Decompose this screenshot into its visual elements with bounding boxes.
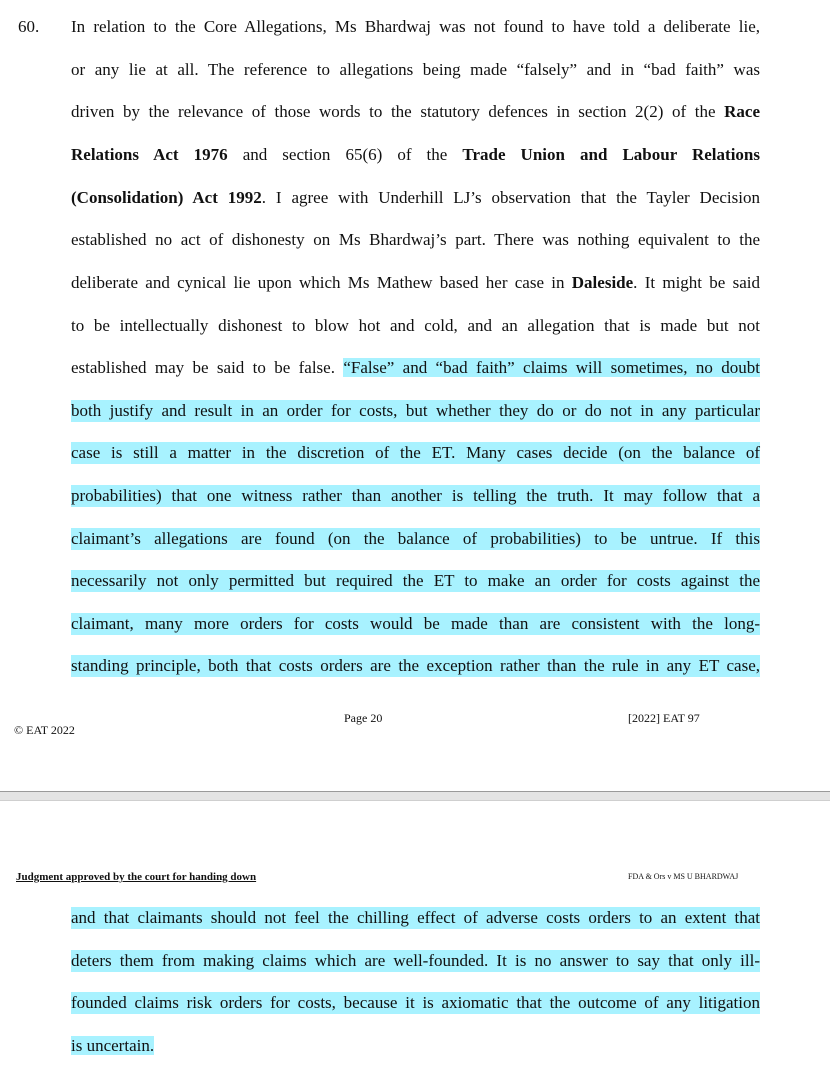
highlighted-line bbox=[71, 655, 760, 677]
paragraph-line bbox=[71, 272, 760, 294]
statute-name: Race bbox=[724, 102, 760, 121]
highlighted-line bbox=[71, 570, 760, 592]
paragraph-line bbox=[71, 315, 760, 337]
highlighted-line bbox=[71, 528, 760, 550]
paragraph-line bbox=[71, 357, 760, 379]
paragraph-number: 60. bbox=[18, 17, 40, 36]
page-divider bbox=[0, 791, 830, 801]
paragraph-line bbox=[71, 101, 760, 123]
text-run: both justify and result in an order for costs, but whether they do or do not in any particular bbox=[71, 401, 760, 420]
highlighted-line bbox=[71, 907, 760, 929]
case-name: Daleside bbox=[571, 273, 634, 292]
text-run: . I agree with Underhill LJ’s observation that the Tayler Decision bbox=[261, 188, 760, 207]
text-run: or any lie at all. The reference to allegations being made “falsely” and in “bad faith” was bbox=[71, 60, 760, 79]
page-header-left: Judgment approved by the court for handing down bbox=[16, 871, 257, 883]
text-run: established no act of dishonesty on Ms Bhardwaj’s part. There was nothing equivalent to the bbox=[71, 230, 760, 249]
text-run: case is still a matter in the discretion of the ET. Many cases decide (on the balance of bbox=[71, 443, 760, 462]
text-run: to be intellectually dishonest to blow hot and cold, and an allegation that is made but not bbox=[71, 316, 760, 335]
text-run: deters them from making claims which are well-founded. It is no answer to say that only ill- bbox=[71, 951, 760, 970]
paragraph-line bbox=[71, 187, 760, 209]
text-run: and that claimants should not feel the chilling effect of adverse costs orders to an extent that bbox=[71, 908, 760, 927]
text-run: claimant, many more orders for costs would be made than are consistent with the long- bbox=[71, 614, 760, 633]
highlighted-text: is uncertain. bbox=[71, 1036, 155, 1055]
text-run: In relation to the Core Allegations, Ms Bhardwaj was not found to have told a deliberate lie, bbox=[71, 17, 760, 36]
text-run: established may be said to be false. bbox=[71, 358, 344, 377]
text-run: . It might be said bbox=[633, 273, 760, 292]
highlighted-line bbox=[71, 485, 760, 507]
paragraph-line bbox=[71, 229, 760, 251]
highlighted-line bbox=[71, 1035, 154, 1057]
text-run: probabilities) that one witness rather than another is telling the truth. It may follow that a bbox=[71, 486, 760, 505]
statute-name: (Consolidation) Act 1992 bbox=[71, 188, 262, 207]
highlighted-line bbox=[71, 992, 760, 1014]
highlighted-line bbox=[71, 950, 760, 972]
statute-name: Trade Union and Labour Relations bbox=[462, 145, 760, 164]
page-header-right: FDA & Ors v MS U BHARDWAJ bbox=[628, 872, 739, 881]
highlighted-text: “False” and “bad faith” claims will sometimes, no doubt bbox=[343, 358, 760, 377]
footer-copyright: © EAT 2022 bbox=[14, 723, 75, 737]
highlighted-line bbox=[71, 442, 760, 464]
footer-page-number: Page 20 bbox=[344, 711, 383, 725]
highlighted-line bbox=[71, 613, 760, 635]
paragraph-line bbox=[71, 59, 760, 81]
paragraph-line bbox=[71, 16, 760, 38]
text-run: claimant’s allegations are found (on the balance of probabilities) to be untrue. If this bbox=[71, 529, 760, 548]
text-run: necessarily not only permitted but required the ET to make an order for costs against the bbox=[71, 571, 760, 590]
text-run: founded claims risk orders for costs, because it is axiomatic that the outcome of any litigation bbox=[71, 993, 760, 1012]
statute-name: Relations Act 1976 bbox=[71, 145, 228, 164]
paragraph-line bbox=[71, 144, 760, 166]
highlighted-line bbox=[71, 400, 760, 422]
text-run: deliberate and cynical lie upon which Ms Mathew based her case in bbox=[71, 273, 572, 292]
text-run: driven by the relevance of those words to the statutory defences in section 2(2) of the bbox=[71, 102, 725, 121]
footer-citation: [2022] EAT 97 bbox=[628, 711, 700, 725]
text-run: standing principle, both that costs orders are the exception rather than the rule in any ET case, bbox=[71, 656, 760, 675]
text-run: and section 65(6) of the bbox=[227, 145, 463, 164]
